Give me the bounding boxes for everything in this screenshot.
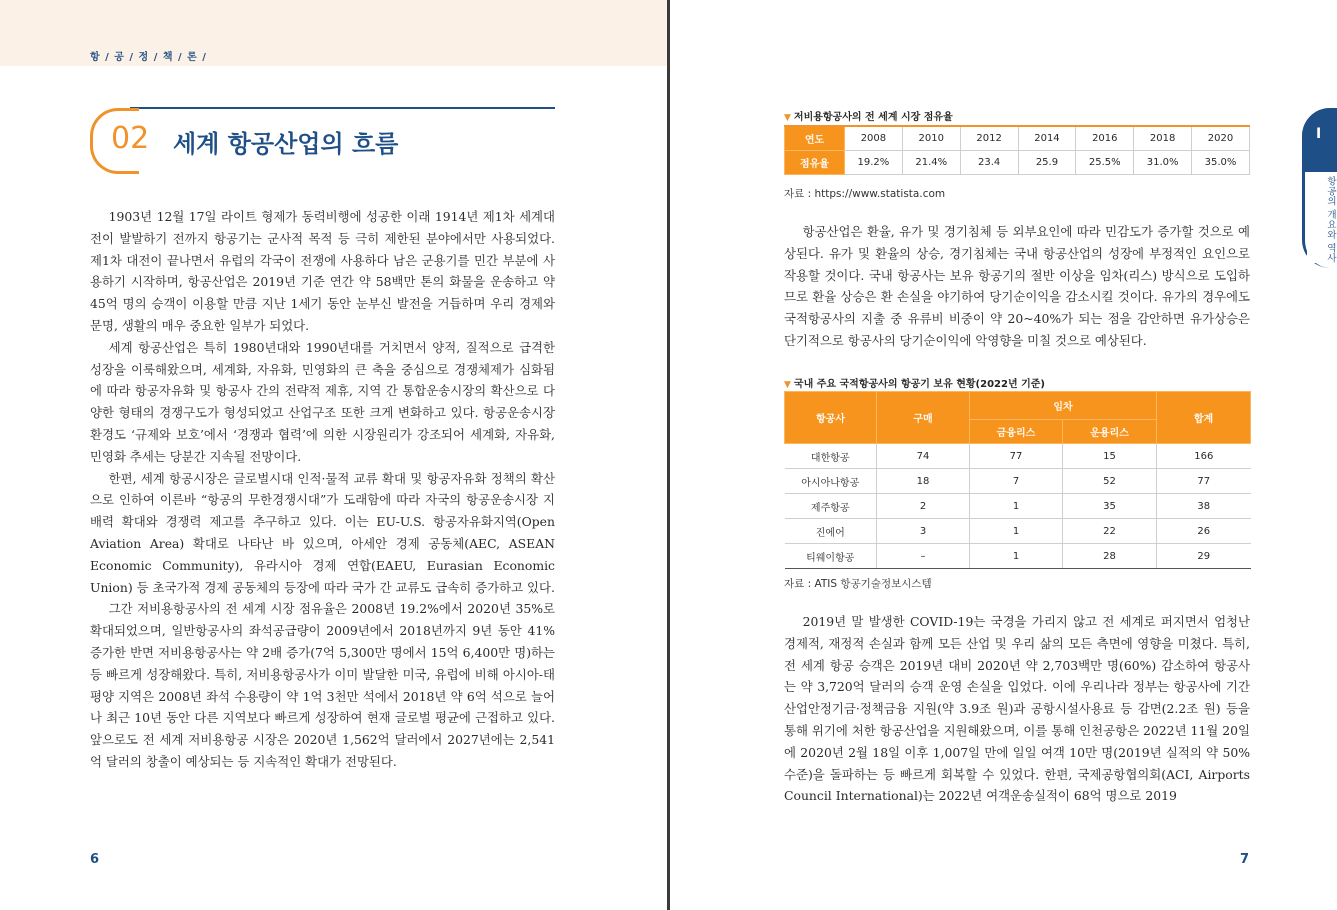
table-cell: 2020 [1192, 126, 1250, 151]
table-row [785, 469, 1251, 494]
side-tab-text: 항공의 개요와 역사 [1307, 176, 1337, 263]
table-cell: 52 [1063, 469, 1157, 494]
table-header: 항공사 [785, 392, 877, 444]
page-number-right: 7 [1240, 852, 1250, 867]
table-row [785, 519, 1251, 544]
table-row [785, 151, 1250, 175]
table-row [785, 126, 1250, 151]
table-cell: 25.5% [1076, 151, 1134, 175]
table-cell: – [877, 544, 970, 569]
paragraph: 세계 항공산업은 특히 1980년대와 1990년대를 거치면서 양적, 질적으로 급격한 성장을 이룩해왔으며, 세계화, 자유화, 민영화의 큰 축을 중심으로 경쟁체제가 심화됨에 따라 항공자유화 및 항공사 간의 전략적 제휴, 지역 간 통합운송시장의 확산으로 다양한 형태의 경쟁구도가 형성되었고 산업구조 또한 크게 변화하고 있다. 항공운송시장 환경도 ‘규제와 보호’에서 ‘경쟁과 협력’에 의한 시장원리가 강조되어 세계화, 자유화, 민영화 추세는 당분간 지속될 전망이다. [90, 339, 555, 464]
table-cell: 티웨이항공 [785, 544, 877, 569]
table-cell: 35 [1063, 494, 1157, 519]
paragraph: 2019년 말 발생한 COVID-19는 국경을 가리지 않고 전 세계로 퍼지면서 엄청난 경제적, 재정적 손실과 함께 모든 산업 및 우리 삶의 모든 측면에 영향을 미쳤다. 특히, 전 세계 항공 승객은 2019년 대비 2020년 약 2,703백만 명(60%) 감소하여 항공사는 약 3,720억 달러의 승객 운영 손실을 입었다. 이에 우리나라 정부는 항공사에 기간산업안정기금·정책금융 지원(약 3.9조 원)과 공항시설사용료 등 감면(2.2조 원) 등을 통해 위기에 처한 항공산업을 지원해왔으며, 이를 통해 인천공항은 2022년 11월 20일에 2020년 2월 18일 이후 1,007일 만에 일일 여객 10만 명(2019년 실적의 약 50% 수준)을 돌파하는 등 빠르게 회복할 수 있었다. 한편, 국제공항협의회(ACI, Airports Council International)는 2022년 여객운송실적이 68억 명으로 2019 [784, 614, 1250, 804]
fleet-table [784, 391, 1251, 569]
table-cell: 38 [1157, 494, 1251, 519]
table-cell: 2012 [960, 126, 1018, 151]
table-cell: 77 [970, 444, 1063, 469]
table-cell: 18 [877, 469, 970, 494]
table-cell: 74 [877, 444, 970, 469]
table-cell: 대한항공 [785, 444, 877, 469]
table-cell: 제주항공 [785, 494, 877, 519]
right-body-2 [784, 611, 1250, 807]
table-header: 임차 [970, 392, 1157, 420]
table-cell: 28 [1063, 544, 1157, 569]
table-cell: 25.9 [1018, 151, 1076, 175]
chapter-title: 세계 항공산업의 흐름 [173, 130, 399, 158]
table2-source: 자료 : ATIS 항공기술정보시스템 [784, 578, 932, 590]
page-number-left: 6 [90, 852, 100, 867]
left-page [0, 0, 667, 910]
chapter-number: 02 [111, 121, 150, 156]
table-header: 연도 [785, 126, 845, 151]
table-header: 점유율 [785, 151, 845, 175]
paragraph: 한편, 세계 항공시장은 글로벌시대 인적·물적 교류 확대 및 항공자유화 정책의 확산으로 인하여 이른바 “항공의 무한경쟁시대”가 도래함에 따라 자국의 항공운송시장 지배력 확대와 경쟁력 제고를 추구하고 있다. 이는 EU-U.S. 항공자유화지역(Open Aviation Area) 확대로 나타난 바 있으며, 아세안 경제 공동체(AEC, ASEAN Economic Community), 유라시아 경제 연합(EAEU, Eurasian Economic Union) 등 초국가적 경제 공동체의 등장에 따라 국가 간 교류도 급속히 증가하고 있다. [90, 470, 555, 595]
paragraph: 그간 저비용항공사의 전 세계 시장 점유율은 2008년 19.2%에서 2020년 35%로 확대되었으며, 일반항공사의 좌석공급량이 2009년에서 2018년까지 9년 동안 41% 증가한 반면 저비용항공사는 약 2배 증가(7억 5,300만 명에서 15억 6,400만 명)하는 등 빠르게 성장해왔다. 특히, 저비용항공사가 이미 발달한 미국, 유럽에 비해 아시아-태평양 지역은 2008년 좌석 수용량이 약 1억 3천만 석에서 2018년 약 6억 석으로 늘어나 최근 10년 동안 다른 지역보다 빠르게 성장하여 현재 글로벌 평균에 근접하고 있다. 앞으로도 전 세계 저비용항공 시장은 2020년 1,562억 달러에서 2027년에는 2,541억 달러의 창출이 예상되는 등 지속적인 확대가 전망된다. [90, 601, 555, 769]
table-cell: 19.2% [845, 151, 903, 175]
table-cell: 아시아나항공 [785, 469, 877, 494]
table2-caption: ▼ 국내 주요 국적항공사의 항공기 보유 현황(2022년 기준) [784, 379, 1045, 390]
table1-source: 자료 : https://www.statista.com [784, 188, 946, 200]
table-row [785, 494, 1251, 519]
table-cell: 1 [970, 544, 1063, 569]
table-cell: 166 [1157, 444, 1251, 469]
table-cell: 2 [877, 494, 970, 519]
paragraph: 항공산업은 환율, 유가 및 경기침체 등 외부요인에 따라 민감도가 증가할 것으로 예상된다. 유가 및 환율의 상승, 경기침체는 국내 항공산업의 성장에 부정적인 요인으로 작용할 것이다. 국내 항공사는 보유 항공기의 절반 이상을 임차(리스) 방식으로 도입하므로 환율 상승은 환 손실을 야기하여 당기순이익을 감소시킬 것이다. 유가의 경우에도 국적항공사의 지출 중 유류비 비중이 약 20~40%가 되는 점을 감안하면 유가상승은 단기적으로 항공사의 당기순이익에 악영향을 미칠 것으로 예상된다. [784, 224, 1250, 348]
table-cell: 1 [970, 494, 1063, 519]
table-header: 구매 [877, 392, 970, 444]
lcc-share-table [784, 125, 1250, 175]
table-cell: 1 [970, 519, 1063, 544]
table-cell: 26 [1157, 519, 1251, 544]
table-cell: 31.0% [1134, 151, 1192, 175]
table-cell: 진에어 [785, 519, 877, 544]
right-body-1 [784, 221, 1250, 352]
right-page [670, 0, 1337, 910]
left-body [90, 206, 555, 773]
table-cell: 2008 [845, 126, 903, 151]
table-cell: 21.4% [902, 151, 960, 175]
table-header: 운용리스 [1063, 420, 1157, 444]
table-cell: 15 [1063, 444, 1157, 469]
paragraph: 1903년 12월 17일 라이트 형제가 동력비행에 성공한 이래 1914년 제1차 세계대전이 발발하기 전까지 항공기는 군사적 목적 등 극히 제한된 분야에서만 사용되었다. 제1차 대전이 끝나면서 유럽의 각국이 전쟁에 사용하다 남은 군용기를 민간 부분에 사용하기 시작하며, 항공산업은 2019년 기준 연간 약 58백만 톤의 화물을 운송하고 약 45억 명의 승객이 이용할 만큼 지난 1세기 동안 눈부신 발전을 거듭하며 우리 경제와 문명, 생활의 매우 중요한 일부가 되었다. [90, 209, 555, 333]
table-cell: 2018 [1134, 126, 1192, 151]
chapter-rule [130, 107, 555, 109]
running-head: 항 / 공 / 정 / 책 / 론 / [90, 52, 207, 63]
triangle-icon: ▼ [784, 113, 791, 123]
table-cell: 2014 [1018, 126, 1076, 151]
triangle-icon: ▼ [784, 380, 791, 390]
table-cell: 23.4 [960, 151, 1018, 175]
table-cell: 29 [1157, 544, 1251, 569]
table-header: 합계 [1157, 392, 1251, 444]
table-cell: 22 [1063, 519, 1157, 544]
table-row [785, 544, 1251, 569]
table1-caption: ▼ 저비용항공사의 전 세계 시장 점유율 [784, 112, 953, 123]
table-cell: 7 [970, 469, 1063, 494]
side-tab-number: I [1316, 126, 1322, 142]
table-cell: 2010 [902, 126, 960, 151]
table-header: 금융리스 [970, 420, 1063, 444]
table-cell: 3 [877, 519, 970, 544]
table-cell: 35.0% [1192, 151, 1250, 175]
table-cell: 77 [1157, 469, 1251, 494]
table-cell: 2016 [1076, 126, 1134, 151]
table-row [785, 444, 1251, 469]
